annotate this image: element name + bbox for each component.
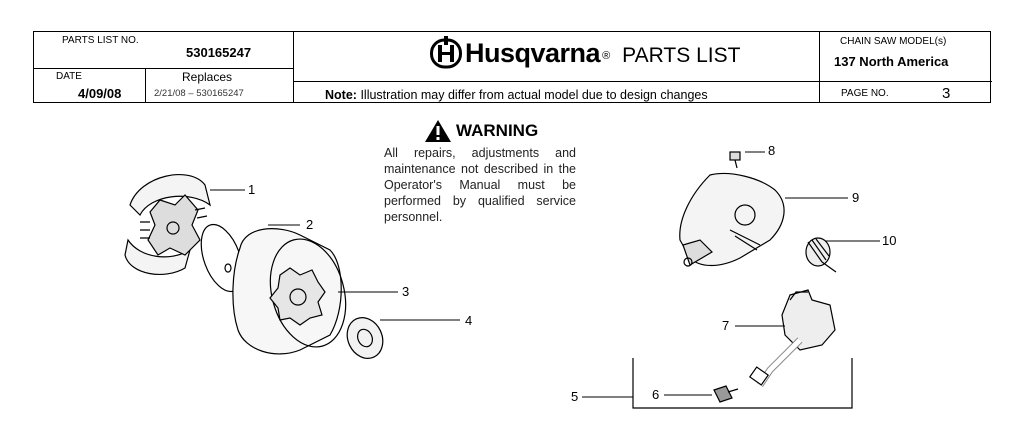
filter-part xyxy=(714,386,738,402)
date-label: DATE xyxy=(56,71,82,82)
clutch-part xyxy=(125,175,210,275)
page-number: 3 xyxy=(942,85,951,102)
registered-mark: ® xyxy=(602,50,611,62)
worm-gear-part xyxy=(806,238,836,272)
page-label: PAGE NO. xyxy=(841,88,889,99)
callout-10: 10 xyxy=(882,233,897,248)
callout-1: 1 xyxy=(248,182,256,197)
replaces-value: 2/21/08 – 530165247 xyxy=(154,88,244,99)
oil-pump-housing-part xyxy=(680,173,784,266)
model-label: CHAIN SAW MODEL(s) xyxy=(840,36,947,47)
parts-list-no: 530165247 xyxy=(186,45,252,60)
replaces-label: Replaces xyxy=(182,70,233,84)
parts-list-title: PARTS LIST xyxy=(622,44,741,67)
callout-7: 7 xyxy=(722,318,730,333)
callout-3: 3 xyxy=(402,284,410,299)
callout-2: 2 xyxy=(306,217,314,232)
assembly-bracket xyxy=(633,358,852,408)
note-label: Note: xyxy=(325,88,357,102)
brand-name: Husqvarna xyxy=(465,37,601,68)
warning-title: WARNING xyxy=(456,121,539,140)
callout-6: 6 xyxy=(652,387,660,402)
date-value: 4/09/08 xyxy=(78,86,122,101)
warning-body: All repairs, adjustments and maintenance not described in the Operator's Manual must be performed by qualified service personnel. xyxy=(384,146,576,224)
screw-part xyxy=(730,152,740,168)
model-value: 137 North America xyxy=(834,54,949,69)
note-body: Illustration may differ from actual model due to design changes xyxy=(360,88,708,102)
callout-4: 4 xyxy=(465,313,473,328)
parts-list-no-label: PARTS LIST NO. xyxy=(62,35,139,46)
oil-pickup-part xyxy=(750,290,835,385)
callout-5: 5 xyxy=(571,389,579,404)
callout-8: 8 xyxy=(768,143,776,158)
callout-9: 9 xyxy=(852,190,860,205)
